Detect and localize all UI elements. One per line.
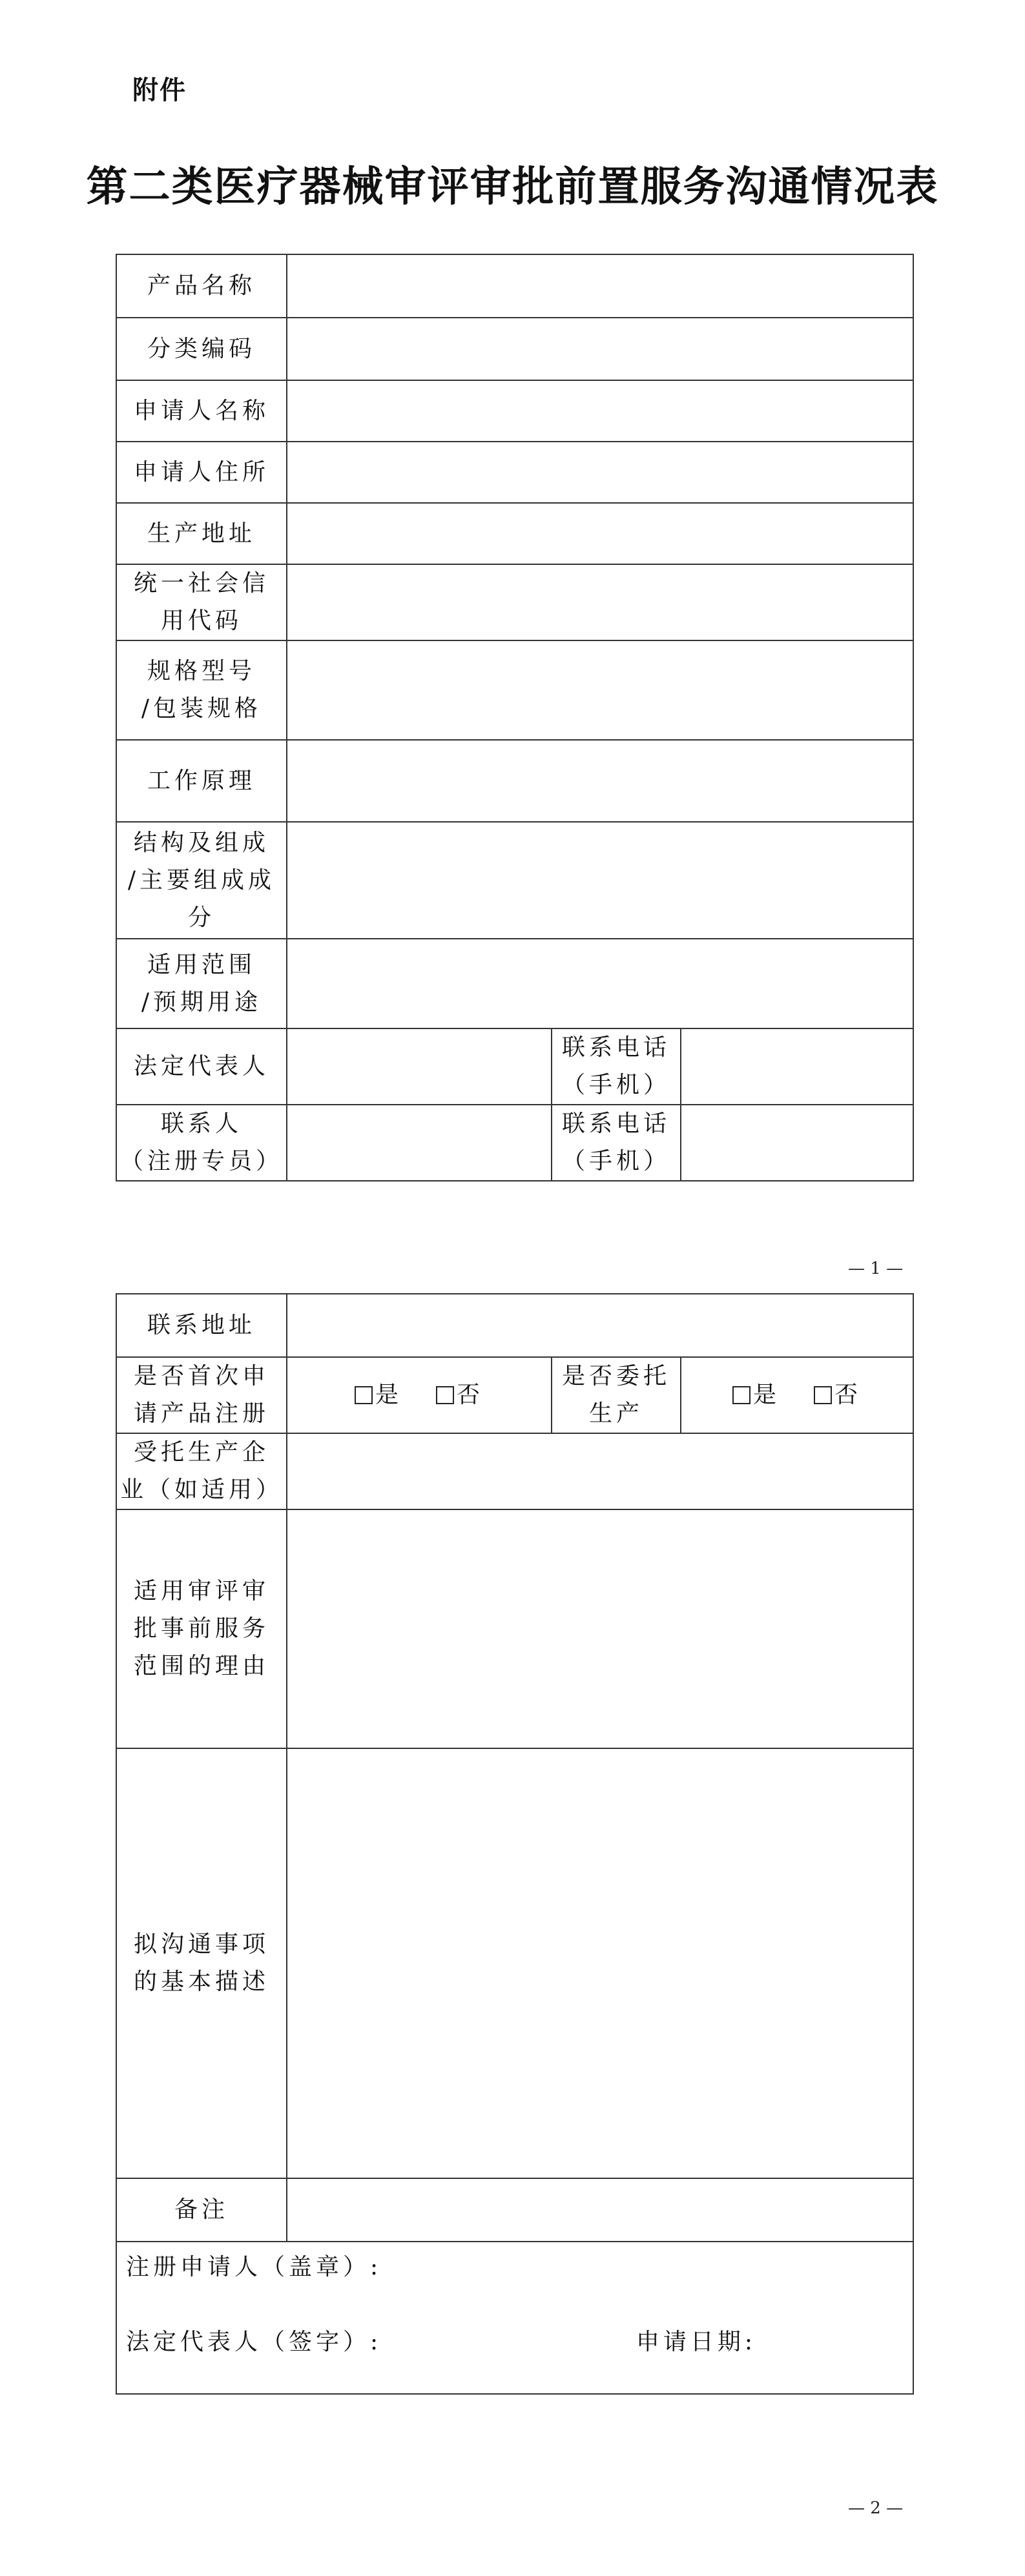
class-code-label: 分类编码 [116,318,287,380]
legal-rep-field[interactable] [287,1028,552,1105]
applicant-seal-label: 注册申请人（盖章）: [126,2254,382,2280]
application-date-label: 申请日期: [636,2329,757,2355]
spec-label [116,640,287,740]
legal-rep-label: 法定代表人 [116,1028,287,1105]
entrusted-no-label: 否 [834,1382,862,1408]
scope-field[interactable] [287,939,913,1028]
entrusted-company-label [116,1433,287,1509]
attachment-label: 附件 [132,76,187,105]
phone-line-2: （手机） [561,1148,670,1174]
phone-line-2: （手机） [561,1072,670,1098]
contact-address-field[interactable] [287,1294,913,1357]
contact-line-1: 联系人 [160,1110,242,1137]
reason-field[interactable] [287,1509,913,1748]
contact-address-label: 联系地址 [116,1294,287,1357]
credit-code-line-2: 用代码 [160,608,242,634]
first-reg-yes-label: 是 [375,1382,402,1408]
page-number-2: — 2 — [848,2499,904,2518]
spec-line-1: 规格型号 [147,658,256,684]
entrusted-co-line-1: 受托生产企 [133,1439,269,1466]
desc-line-2: 的基本描述 [133,1968,269,1995]
entrusted-yes-checkbox[interactable] [732,1386,751,1404]
class-code-field[interactable] [287,318,913,380]
phone-line-1: 联系电话 [561,1110,670,1137]
entrusted-line-2: 生产 [588,1400,643,1427]
first-reg-no-label: 否 [457,1382,484,1408]
entrusted-co-line-2: 业（如适用） [119,1477,283,1503]
first-reg-line-1: 是否首次申 [133,1363,269,1389]
structure-field[interactable] [287,822,913,939]
structure-line-1: 结构及组成 [133,829,269,856]
contact-phone-field[interactable] [681,1105,913,1181]
scope-line-2: /预期用途 [141,988,262,1016]
reason-line-1: 适用审评审 [133,1578,269,1604]
applicant-name-field[interactable] [287,380,913,442]
entrusted-production-options [681,1357,913,1433]
structure-line-3: 分 [187,904,215,931]
desc-line-1: 拟沟通事项 [133,1931,269,1958]
first-reg-yes-checkbox[interactable] [355,1386,373,1404]
entrusted-production-label [552,1357,681,1433]
production-address-field[interactable] [287,503,913,564]
scope-label [116,939,287,1028]
form-table-1 [116,254,914,1181]
applicant-address-label: 申请人住所 [116,442,287,503]
legal-rep-phone-field[interactable] [681,1028,913,1105]
remarks-field[interactable] [287,2178,913,2242]
production-address-label: 生产地址 [116,503,287,564]
contact-phone-label [552,1105,681,1181]
credit-code-line-1: 统一社会信 [133,570,269,597]
form-table-2 [116,1293,914,2395]
structure-label [116,822,287,939]
spec-line-2: /包装规格 [141,695,262,722]
contact-field[interactable] [287,1105,552,1181]
first-registration-options [287,1357,552,1433]
credit-code-label [116,564,287,640]
entrusted-yes-label: 是 [753,1382,781,1408]
page-title: 第二类医疗器械审评审批前置服务沟通情况表 [86,163,939,211]
remarks-label: 备注 [116,2178,287,2242]
entrusted-no-checkbox[interactable] [814,1386,832,1404]
structure-line-2: /主要组成成 [127,866,276,894]
entrusted-company-field[interactable] [287,1433,913,1509]
contact-line-2: （注册专员） [119,1148,283,1174]
reason-line-2: 批事前服务 [133,1615,269,1642]
reason-line-3: 范围的理由 [133,1653,269,1679]
first-registration-label [116,1357,287,1433]
signature-section [116,2242,913,2394]
product-name-label: 产品名称 [116,254,287,318]
applicant-name-label: 申请人名称 [116,380,287,442]
first-reg-line-2: 请产品注册 [133,1400,269,1427]
applicant-address-field[interactable] [287,442,913,503]
description-label [116,1748,287,2178]
reason-label [116,1509,287,1748]
product-name-field[interactable] [287,254,913,318]
spec-field[interactable] [287,640,913,740]
principle-label: 工作原理 [116,740,287,822]
phone-line-1: 联系电话 [561,1034,670,1061]
first-reg-no-checkbox[interactable] [436,1386,454,1404]
page-number-1: — 1 — [848,1259,904,1278]
contact-label [116,1105,287,1181]
principle-field[interactable] [287,740,913,822]
entrusted-line-1: 是否委托 [561,1363,670,1389]
scope-line-1: 适用范围 [147,951,256,978]
legal-rep-phone-label [552,1028,681,1105]
description-field[interactable] [287,1748,913,2178]
legal-rep-signature-label: 法定代表人（签字）: [126,2329,382,2355]
credit-code-field[interactable] [287,564,913,640]
